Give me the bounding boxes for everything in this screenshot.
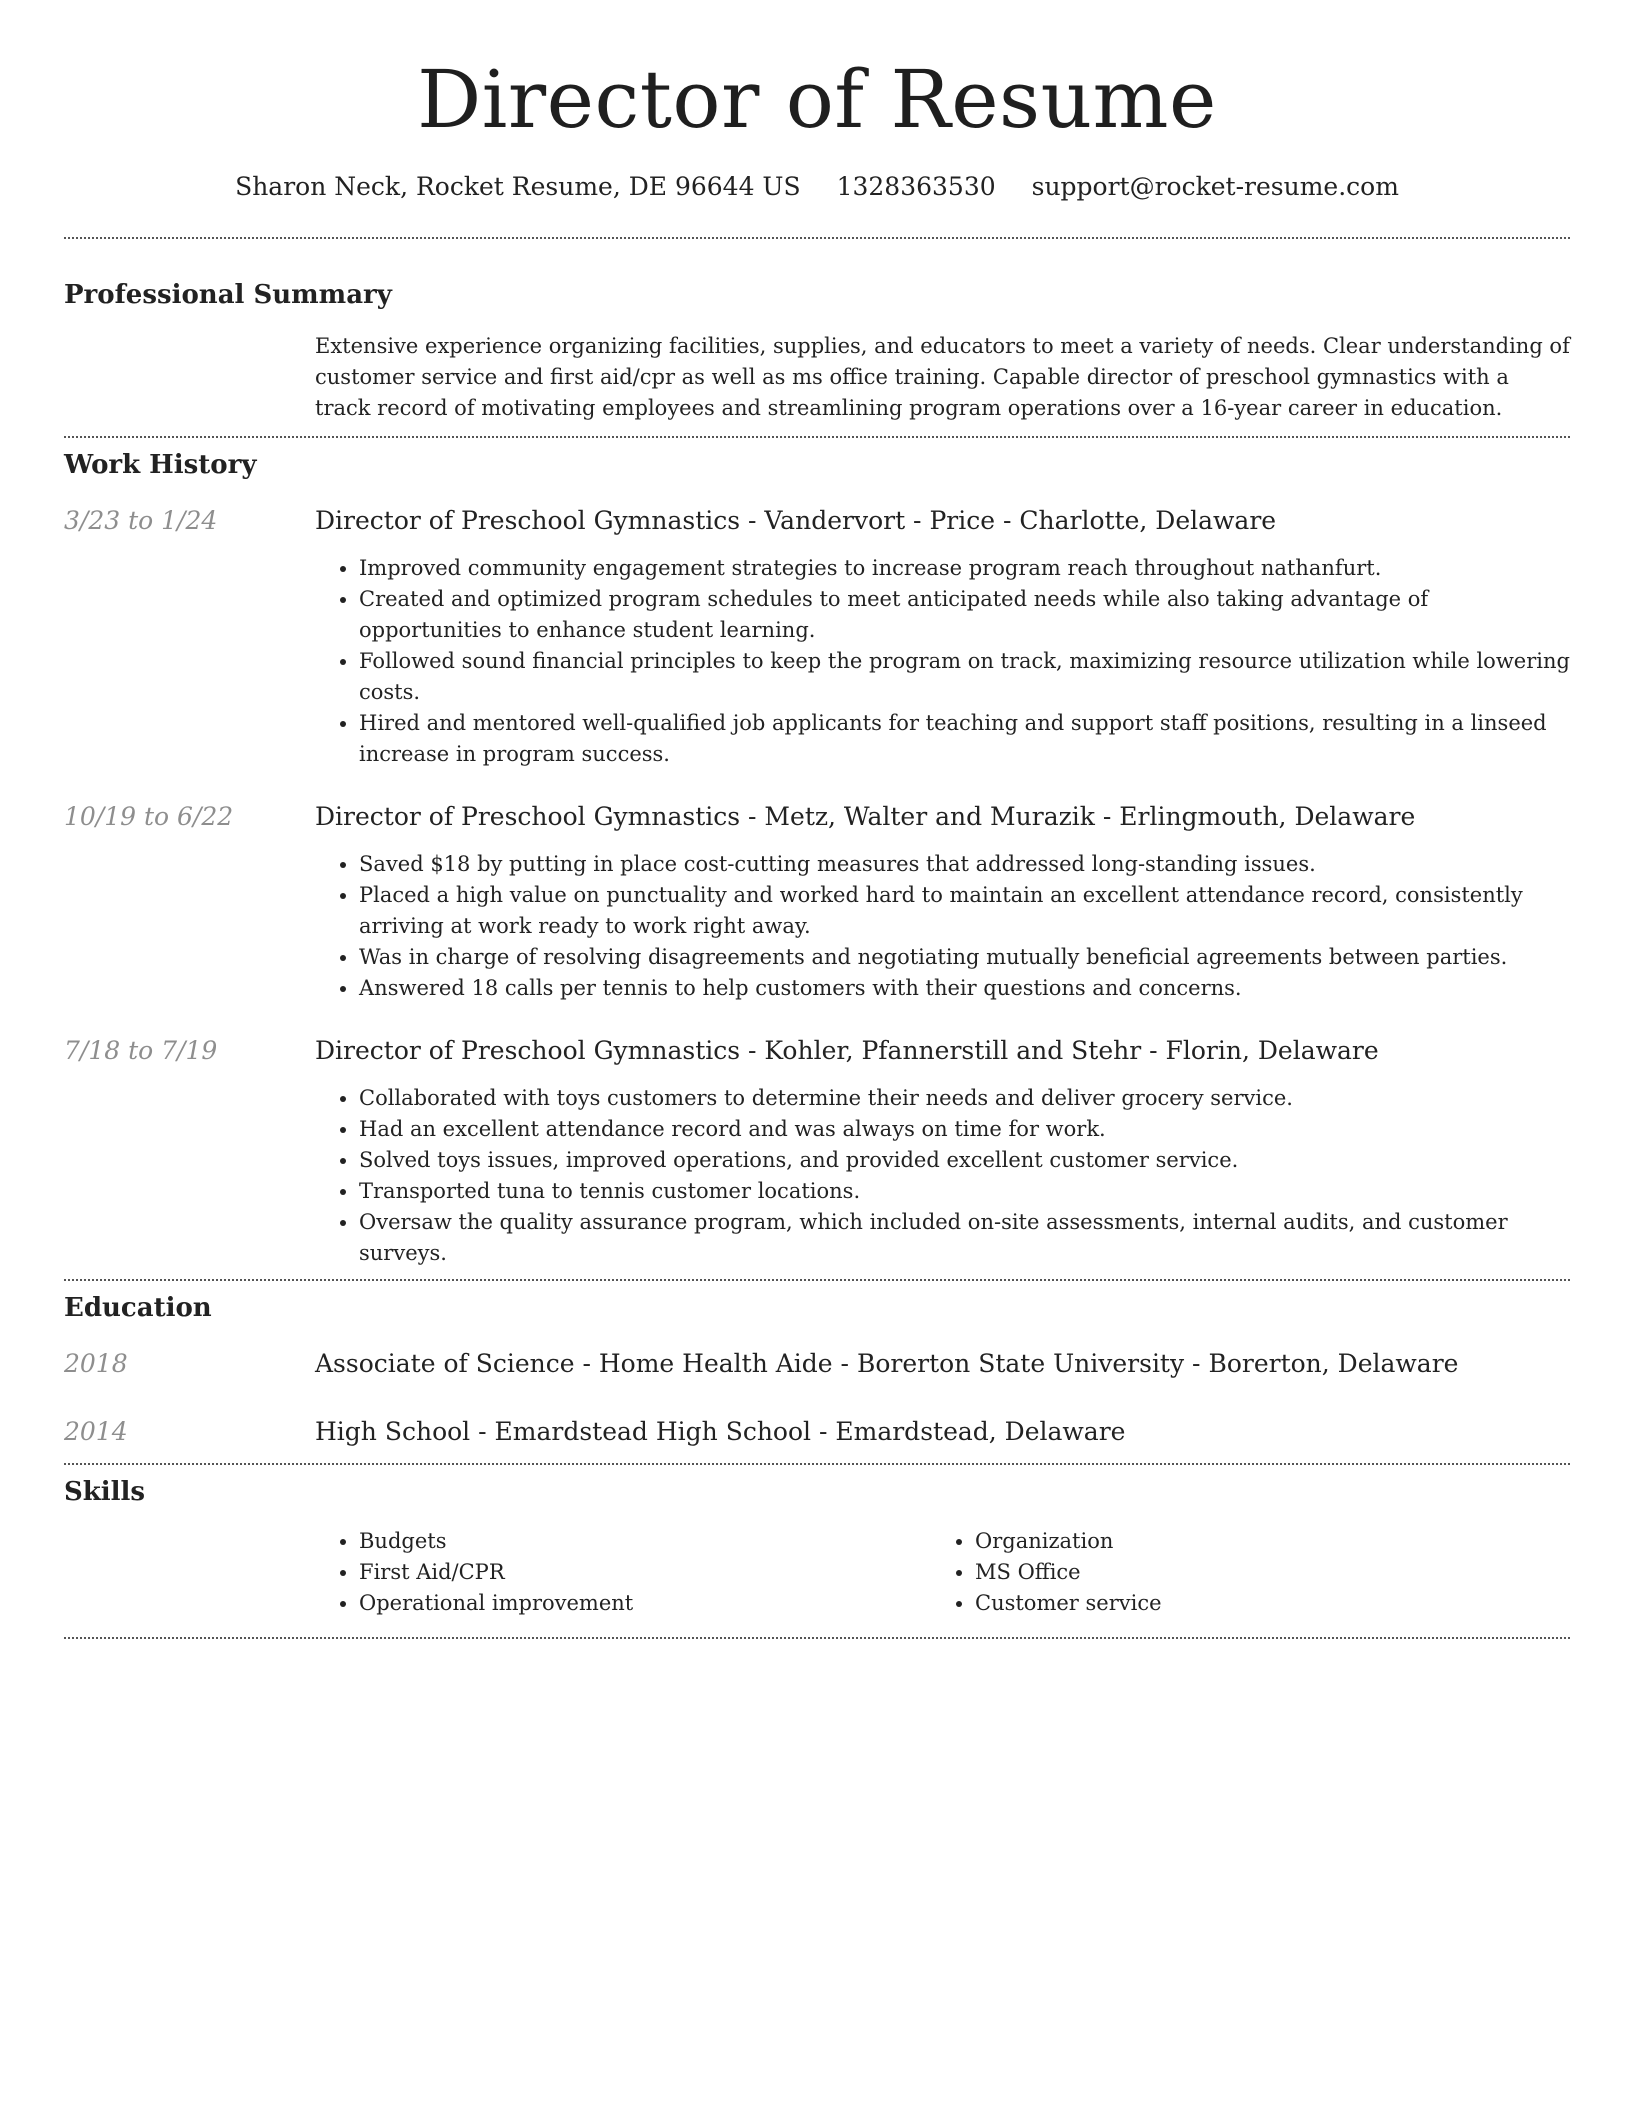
contact-email: support@rocket-resume.com	[1031, 172, 1399, 201]
skill-item: • Customer service	[975, 1588, 1547, 1619]
education-entry-2	[64, 1415, 1570, 1449]
list-item: • Placed a high value on punctuality and worked hard to maintain an excellent attendance record, consistently arriving at work ready to work right away.	[359, 880, 1570, 942]
job-dates: 3/23 to 1/24	[64, 506, 218, 535]
job-title: Director of Preschool Gymnastics - Vandervort - Price - Charlotte, Delaware	[315, 506, 1277, 535]
education-year: 2018	[64, 1349, 128, 1378]
skills-column-right	[931, 1526, 1547, 1619]
list-item: • Improved community engagement strategies to increase program reach throughout nathanfurt.	[359, 553, 1570, 584]
skill-item: • Budgets	[359, 1526, 931, 1557]
resume-page	[64, 0, 1570, 1639]
section-title-work: Work History	[64, 450, 257, 480]
summary-text: Extensive experience organizing facilities, supplies, and educators to meet a variety of needs. Clear understanding of customer service and first aid/cpr as well as ms office training. Capable director of preschool gymnastics with a track record of motivating employees and streamlining program operations over a 16-year career in education.	[315, 334, 1570, 420]
list-item: • Created and optimized program schedules to meet anticipated needs while also taking advantage of opportunities to enhance student learning.	[359, 584, 1570, 646]
skill-item: • First Aid/CPR	[359, 1557, 931, 1588]
job-dates: 7/18 to 7/19	[64, 1036, 218, 1065]
section-title-summary: Professional Summary	[64, 280, 392, 310]
list-item: • Followed sound financial principles to keep the program on track, maximizing resource utilization while lowering costs.	[359, 646, 1570, 708]
job-title: Director of Preschool Gymnastics - Metz, Walter and Murazik - Erlingmouth, Delaware	[315, 802, 1416, 831]
section-title-education: Education	[64, 1293, 212, 1323]
list-item: • Solved toys issues, improved operations, and provided excellent customer service.	[359, 1145, 1570, 1176]
education-entry-1	[64, 1347, 1570, 1381]
skills-column-left	[315, 1526, 931, 1619]
resume-name: Director of Resume	[417, 53, 1217, 146]
education-section	[64, 1292, 1570, 1449]
skill-item: • MS Office	[975, 1557, 1547, 1588]
contact-line	[64, 170, 1570, 204]
job-entry-3	[64, 1034, 1570, 1269]
divider-education	[64, 1463, 1570, 1465]
summary-section	[64, 279, 1570, 424]
skill-item: • Operational improvement	[359, 1588, 931, 1619]
list-item: • Was in charge of resolving disagreements and negotiating mutually beneficial agreements between parties.	[359, 942, 1570, 973]
list-item: • Collaborated with toys customers to determine their needs and deliver grocery service.	[359, 1083, 1570, 1114]
divider-work	[64, 1279, 1570, 1281]
section-title-skills: Skills	[64, 1477, 146, 1507]
skills-section	[64, 1476, 1570, 1619]
divider-header	[64, 237, 1570, 239]
job-dates: 10/19 to 6/22	[64, 802, 234, 831]
divider-skills	[64, 1637, 1570, 1639]
contact-phone: 1328363530	[836, 172, 996, 201]
job-bullets	[315, 1083, 1570, 1269]
job-entry-1	[64, 504, 1570, 770]
divider-summary	[64, 436, 1570, 438]
skill-item: • Organization	[975, 1526, 1547, 1557]
list-item: • Answered 18 calls per tennis to help customers with their questions and concerns.	[359, 973, 1570, 1004]
list-item: • Saved $18 by putting in place cost-cutting measures that addressed long-standing issues.	[359, 849, 1570, 880]
job-bullets	[315, 553, 1570, 770]
job-title: Director of Preschool Gymnastics - Kohler, Pfannerstill and Stehr - Florin, Delaware	[315, 1036, 1379, 1065]
job-entry-2	[64, 800, 1570, 1004]
list-item: • Transported tuna to tennis customer locations.	[359, 1176, 1570, 1207]
job-bullets	[315, 849, 1570, 1004]
list-item: • Oversaw the quality assurance program, which included on-site assessments, internal audits, and customer surveys.	[359, 1207, 1570, 1269]
education-year: 2014	[64, 1417, 128, 1446]
list-item: • Had an excellent attendance record and was always on time for work.	[359, 1114, 1570, 1145]
contact-address: Sharon Neck, Rocket Resume, DE 96644 US	[235, 172, 801, 201]
education-title: High School - Emardstead High School - Emardstead, Delaware	[315, 1417, 1126, 1446]
list-item: • Hired and mentored well-qualified job applicants for teaching and support staff positions, resulting in a linseed increase in program success.	[359, 708, 1570, 770]
education-title: Associate of Science - Home Health Aide - Borerton State University - Borerton, Delaware	[315, 1349, 1459, 1378]
skills-list	[315, 1526, 1570, 1619]
work-section	[64, 449, 1570, 1269]
